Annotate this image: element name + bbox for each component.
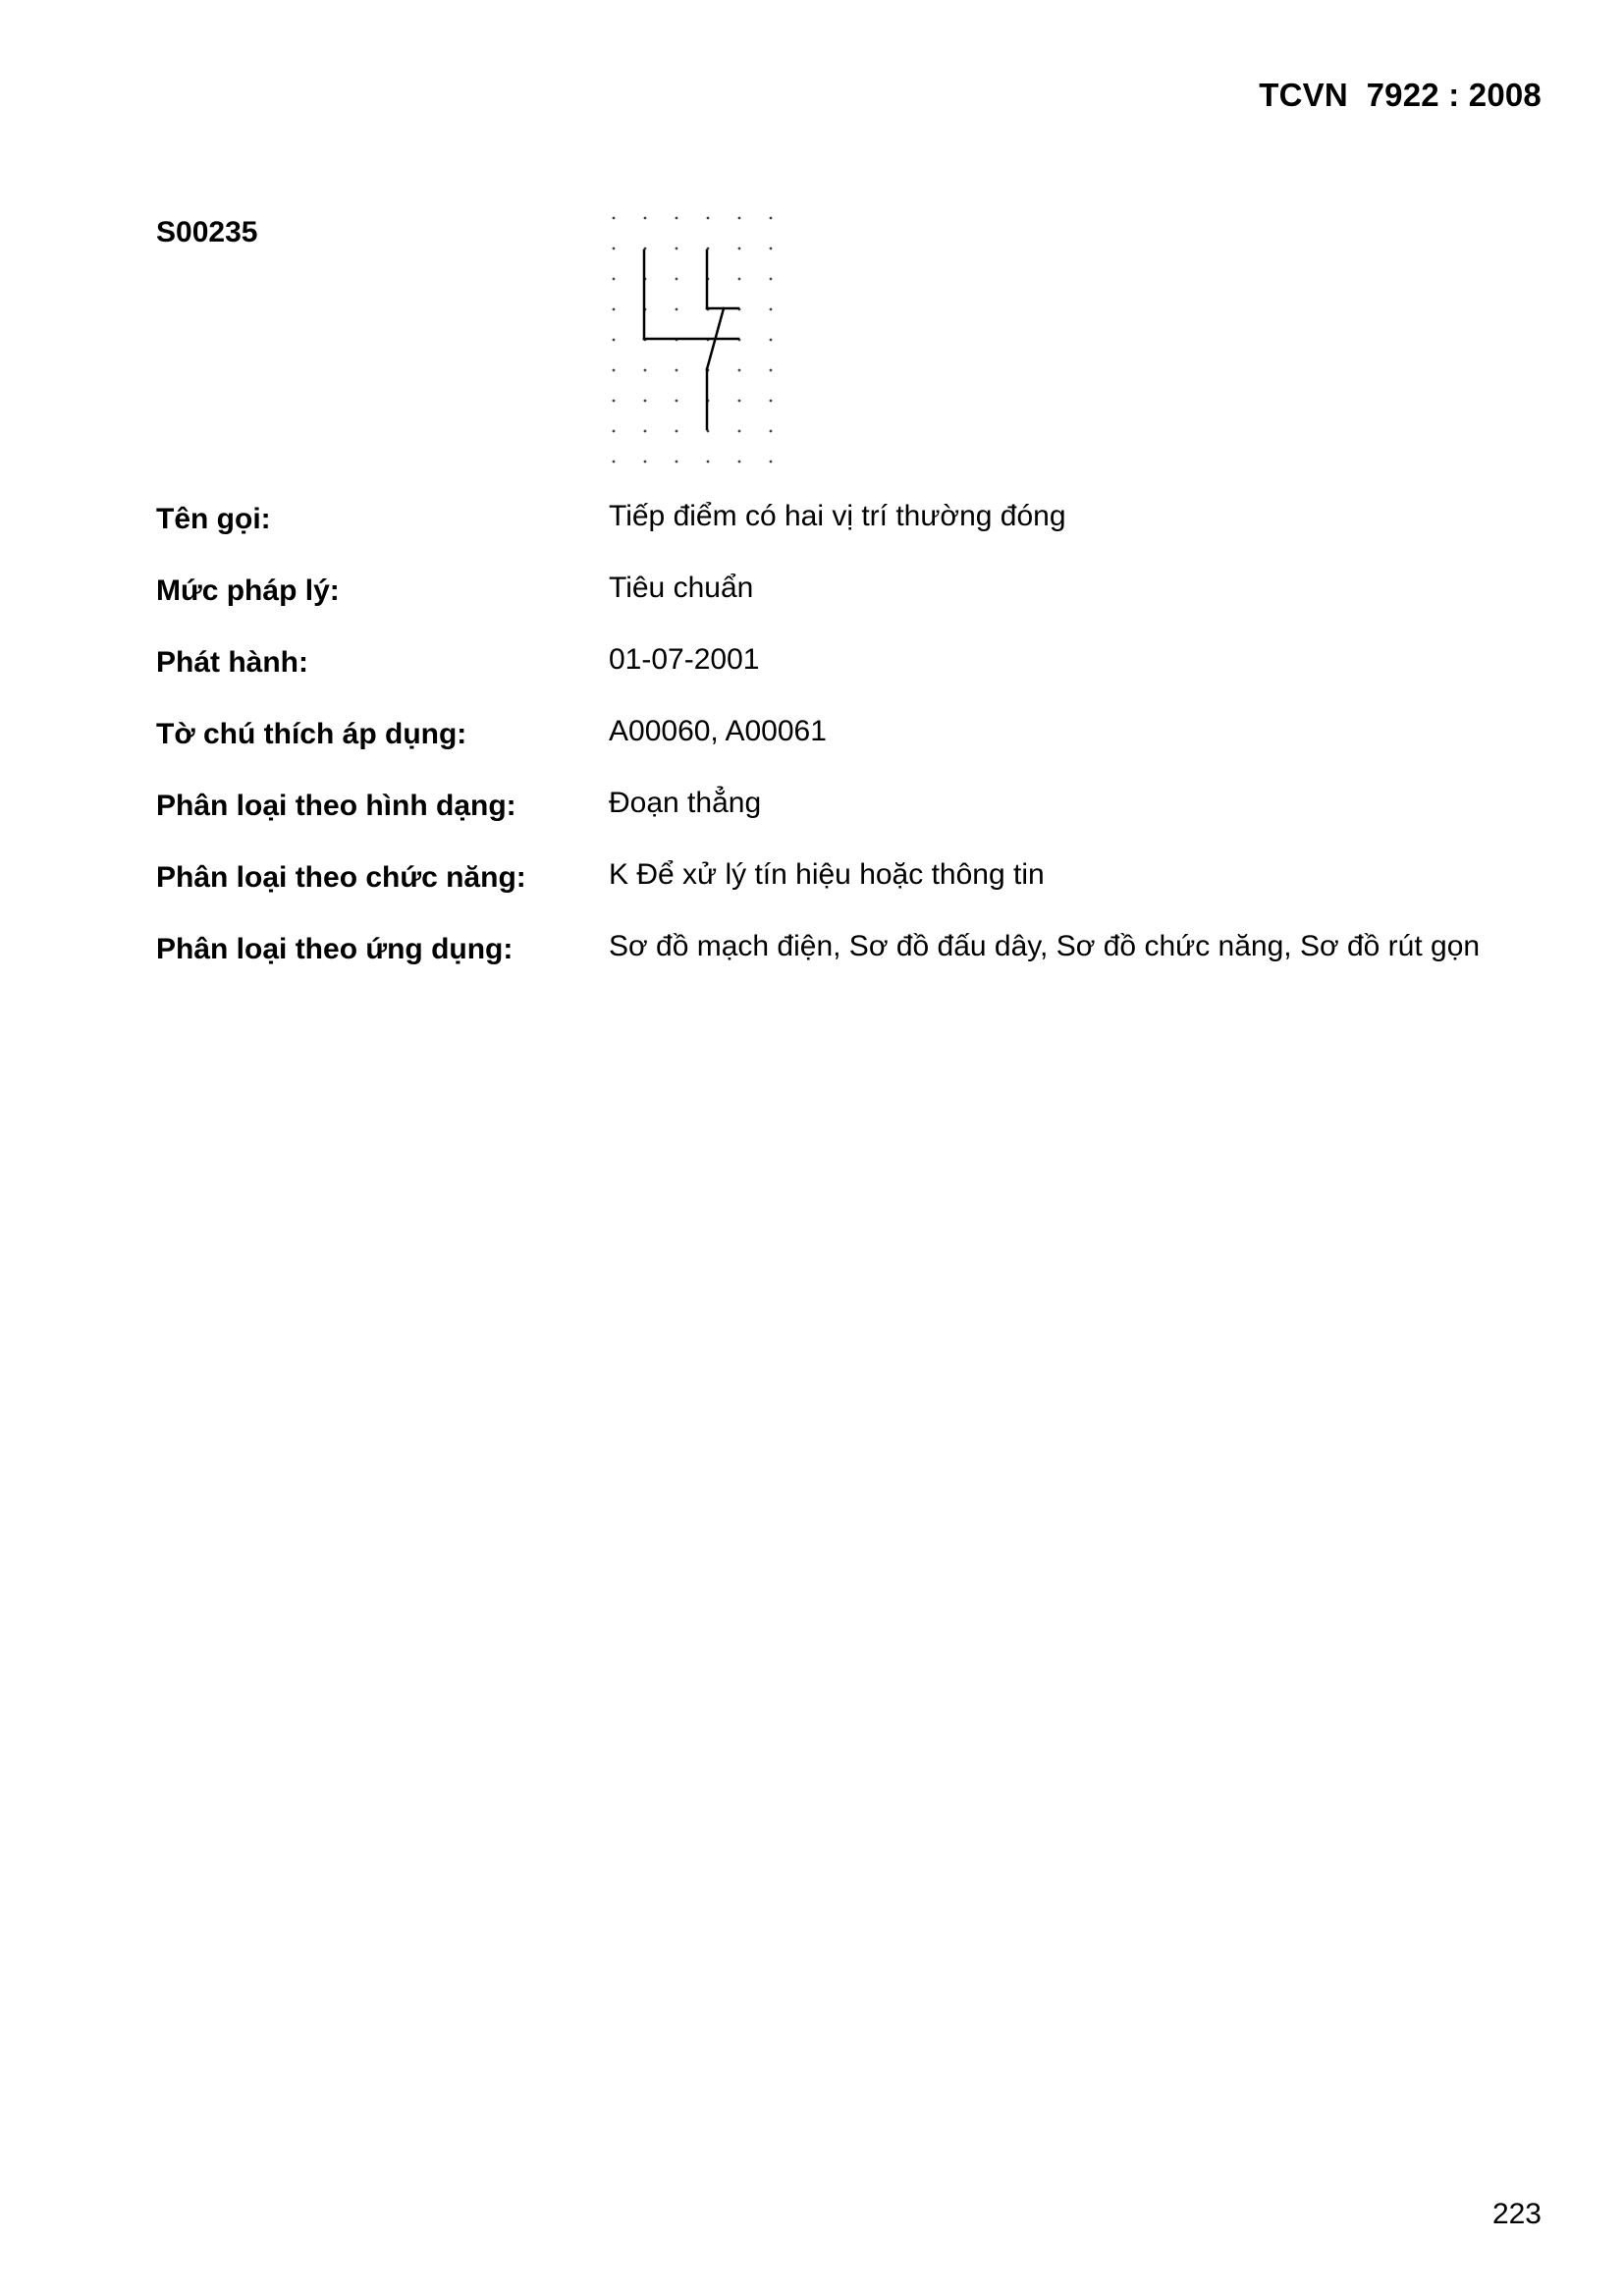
grid-dot bbox=[770, 461, 773, 464]
grid-dot bbox=[644, 217, 647, 220]
grid-dot bbox=[676, 247, 678, 250]
property-value: Sơ đồ mạch điện, Sơ đồ đấu dây, Sơ đồ chức năng, Sơ đồ rút gọn bbox=[609, 930, 1481, 962]
grid-dot bbox=[613, 247, 616, 250]
grid-dot bbox=[738, 461, 741, 464]
property-row-application-class bbox=[156, 930, 1570, 1005]
grid-dot bbox=[676, 369, 678, 372]
grid-dot bbox=[770, 217, 773, 220]
grid-dot bbox=[613, 278, 616, 281]
grid-dot bbox=[676, 400, 678, 403]
grid-dot bbox=[770, 247, 773, 250]
property-value: Tiếp điểm có hai vị trí thường đóng bbox=[609, 500, 1066, 532]
grid-dot bbox=[738, 369, 741, 372]
grid-dot bbox=[738, 430, 741, 433]
grid-dot bbox=[770, 278, 773, 281]
grid-dot bbox=[613, 400, 616, 403]
grid-dot bbox=[707, 217, 710, 220]
property-label: Phân loại theo chức năng: bbox=[156, 861, 526, 894]
grid-dot bbox=[738, 247, 741, 250]
grid-dot bbox=[707, 461, 710, 464]
grid-dot bbox=[738, 278, 741, 281]
grid-dot bbox=[613, 461, 616, 464]
property-label: Tên gọi: bbox=[156, 503, 271, 535]
property-value: A00060, A00061 bbox=[609, 715, 827, 747]
grid-dot bbox=[644, 461, 647, 464]
grid-dot bbox=[770, 430, 773, 433]
property-row-legal-level bbox=[156, 574, 1570, 646]
property-value: Đoạn thẳng bbox=[609, 787, 762, 819]
grid-dot bbox=[644, 400, 647, 403]
grid-dot bbox=[644, 430, 647, 433]
symbol-id: S00235 bbox=[156, 216, 258, 248]
grid-dot bbox=[676, 217, 678, 220]
property-label: Phát hành: bbox=[156, 646, 308, 679]
grid-dot bbox=[613, 308, 616, 311]
symbol-properties bbox=[156, 500, 1570, 1005]
grid-dot bbox=[676, 461, 678, 464]
property-value: 01-07-2001 bbox=[609, 643, 760, 676]
property-label: Mức pháp lý: bbox=[156, 574, 340, 607]
property-value: K Để xử lý tín hiệu hoặc thông tin bbox=[609, 858, 1045, 891]
property-row-release bbox=[156, 643, 1570, 718]
normally-closed-two-position-contact-icon bbox=[601, 206, 783, 471]
grid-dot bbox=[738, 217, 741, 220]
standard-header: TCVN 7922 : 2008 bbox=[1259, 77, 1542, 113]
grid-dot bbox=[770, 339, 773, 342]
page-number: 223 bbox=[1491, 2198, 1542, 2230]
property-row-shape-class bbox=[156, 787, 1570, 861]
grid-dot bbox=[644, 369, 647, 372]
grid-dot bbox=[676, 430, 678, 433]
grid-dot bbox=[613, 339, 616, 342]
property-row-function-class bbox=[156, 858, 1570, 933]
grid-dot bbox=[613, 217, 616, 220]
grid-dot bbox=[676, 308, 678, 311]
grid-dot bbox=[738, 400, 741, 403]
property-label: Phân loại theo hình dạng: bbox=[156, 790, 516, 822]
grid-dot bbox=[613, 430, 616, 433]
grid-dot bbox=[770, 308, 773, 311]
grid-dot bbox=[770, 400, 773, 403]
property-value: Tiêu chuẩn bbox=[609, 572, 754, 604]
property-label: Phân loại theo ứng dụng: bbox=[156, 933, 514, 965]
property-row-name bbox=[156, 500, 1570, 574]
grid-dot bbox=[770, 369, 773, 372]
grid-dot bbox=[613, 369, 616, 372]
property-label: Tờ chú thích áp dụng: bbox=[156, 718, 467, 750]
property-row-annotation-sheets bbox=[156, 715, 1570, 790]
grid-dot bbox=[676, 278, 678, 281]
